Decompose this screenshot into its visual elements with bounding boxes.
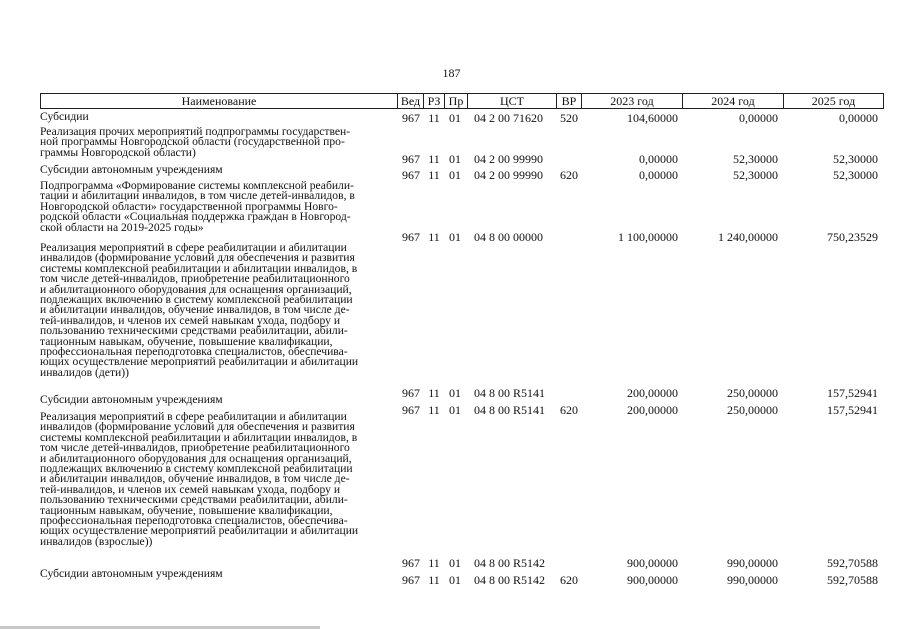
row-name-line: том числе детей-инвалидов, приобретение реабилитационного [40, 441, 350, 455]
cell-y2023: 1 100,00000 [618, 230, 678, 244]
row-name [40, 395, 223, 405]
cell-y2023: 104,60000 [627, 111, 678, 125]
cell-rz: 11 [428, 152, 440, 166]
row-name-line: системы комплексной реабилитации и абилитации инвалидов, в [40, 261, 358, 275]
cell-cst: 04 2 00 99990 [474, 168, 543, 182]
row-name-line: Субсидии автономным учреждениям [40, 163, 223, 176]
row-name-line: Реализация мероприятий в сфере реабилитации и абилитации [40, 410, 347, 423]
row-name-line: ной программы Новгородской области (государственной про- [40, 135, 345, 149]
cell-y2025: 592,70588 [827, 573, 878, 587]
cell-pr: 01 [449, 152, 461, 166]
cell-y2024: 52,30000 [733, 152, 778, 166]
row-name [40, 569, 223, 579]
cell-y2025: 157,52941 [827, 403, 878, 417]
cell-rz: 11 [428, 403, 440, 417]
cell-pr: 01 [449, 168, 461, 182]
cell-y2024: 250,00000 [727, 403, 778, 417]
row-name-line: тационным навыкам, обучение, повышение квалификации, [40, 503, 333, 517]
cell-pr: 01 [449, 556, 461, 570]
row-name-line: пользованию техническими средствами реабилитации, абили- [40, 324, 348, 338]
row-name-line: Подпрограмма «Формирование системы комплексной реабили- [40, 179, 354, 192]
row-name-line: Субсидии автономным учреждениям [40, 567, 223, 580]
cell-pr: 01 [449, 111, 461, 125]
cell-ved: 967 [402, 111, 420, 125]
cell-rz: 11 [428, 111, 440, 125]
row-name-line: и абилитации инвалидов, обучение инвалидов, в том числе де- [40, 472, 350, 486]
cell-rz: 11 [428, 573, 440, 587]
row-name-line: и абилитации инвалидов, обучение инвалидов, в том числе де- [40, 303, 350, 317]
row-name-line: ющих осуществление мероприятий реабилитации и абилитации [40, 355, 359, 369]
row-name-line: подлежащих включению в систему комплексной реабилитации [40, 462, 353, 476]
cell-ved: 967 [402, 556, 420, 570]
row-name [40, 165, 223, 175]
cell-y2024: 250,00000 [727, 386, 778, 400]
cell-cst: 04 8 00 R5142 [474, 556, 546, 570]
cell-y2024: 1 240,00000 [718, 230, 778, 244]
cell-pr: 01 [449, 230, 461, 244]
header-vr: ВР [556, 93, 582, 109]
cell-ved: 967 [402, 168, 420, 182]
row-name-line: родской области «Социальная поддержка граждан в Новгород- [40, 210, 351, 224]
row-name-line: ющих осуществление мероприятий реабилитации и абилитации [40, 524, 359, 538]
header-2025: 2025 год [783, 93, 884, 109]
cell-cst: 04 8 00 R5141 [474, 386, 546, 400]
cell-y2024: 990,00000 [727, 556, 778, 570]
cell-y2023: 200,00000 [627, 386, 678, 400]
cell-y2023: 0,00000 [639, 168, 678, 182]
header-pr: Пр [444, 93, 468, 109]
row-name-line: тационным навыкам, обучение, повышение квалификации, [40, 334, 333, 348]
row-name-line: инвалидов (дети)) [40, 365, 129, 379]
row-name [40, 112, 89, 122]
row-name-line: пользованию техническими средствами реабилитации, абили- [40, 493, 348, 507]
cell-cst: 04 2 00 99990 [474, 152, 543, 166]
cell-y2024: 990,00000 [727, 573, 778, 587]
row-name-line: тей-инвалидов, и членов их семей навыкам ухода, подбору и [40, 313, 341, 327]
cell-pr: 01 [449, 573, 461, 587]
row-name [40, 412, 358, 547]
cell-y2025: 52,30000 [833, 152, 878, 166]
cell-rz: 11 [428, 386, 440, 400]
cell-vr: 620 [560, 573, 578, 587]
cell-rz: 11 [428, 168, 440, 182]
cell-vr: 520 [560, 111, 578, 125]
cell-y2023: 200,00000 [627, 403, 678, 417]
cell-ved: 967 [402, 403, 420, 417]
cell-vr: 620 [560, 403, 578, 417]
row-name-line: Субсидии [40, 110, 89, 123]
header-rz: РЗ [423, 93, 445, 109]
row-name-line: Реализация прочих мероприятий подпрограммы государствен- [40, 125, 351, 138]
header-name: Наименование [40, 93, 398, 109]
cell-cst: 04 8 00 00000 [474, 230, 543, 244]
scan-edge [0, 626, 320, 629]
row-name-line: ской области на 2019-2025 годы» [40, 220, 204, 234]
row-name-line: инвалидов (формирование условий для обеспечения и развития [40, 420, 355, 434]
row-name-line: системы комплексной реабилитации и абилитации инвалидов, в [40, 430, 358, 444]
cell-ved: 967 [402, 386, 420, 400]
row-name-line: и абилитационного оборудования для оснащения организаций, [40, 282, 352, 296]
cell-y2023: 900,00000 [627, 556, 678, 570]
cell-y2023: 900,00000 [627, 573, 678, 587]
cell-y2023: 0,00000 [639, 152, 678, 166]
row-name-line: профессиональная переподготовка специалистов, обеспечива- [40, 514, 348, 528]
row-name-line: подлежащих включению в систему комплексной реабилитации [40, 293, 353, 307]
header-rule [40, 108, 884, 109]
cell-ved: 967 [402, 152, 420, 166]
cell-rz: 11 [428, 556, 440, 570]
row-name-line: Новгородской области» государственной программы Новго- [40, 199, 338, 213]
cell-ved: 967 [402, 573, 420, 587]
row-name-line: граммы Новгородской области) [40, 145, 196, 159]
cell-y2025: 157,52941 [827, 386, 878, 400]
header-ved: Вед [397, 93, 424, 109]
row-name-line: том числе детей-инвалидов, приобретение реабилитационного [40, 272, 350, 286]
cell-pr: 01 [449, 386, 461, 400]
row-name-line: и абилитационного оборудования для оснащения организаций, [40, 451, 352, 465]
cell-cst: 04 8 00 R5141 [474, 403, 546, 417]
header-2023: 2023 год [581, 93, 683, 109]
row-name-line: тей-инвалидов, и членов их семей навыкам ухода, подбору и [40, 482, 341, 496]
row-name [40, 127, 350, 158]
row-name [40, 243, 358, 378]
row-name-line: Реализация мероприятий в сфере реабилитации и абилитации [40, 241, 347, 254]
row-name-line: инвалидов (взрослые)) [40, 534, 153, 548]
cell-cst: 04 8 00 R5142 [474, 573, 546, 587]
cell-vr: 620 [560, 168, 578, 182]
cell-y2025: 0,00000 [839, 111, 878, 125]
cell-y2025: 52,30000 [833, 168, 878, 182]
cell-y2024: 52,30000 [733, 168, 778, 182]
header-cst: ЦСТ [467, 93, 557, 109]
cell-cst: 04 2 00 71620 [474, 111, 543, 125]
cell-y2025: 592,70588 [827, 556, 878, 570]
cell-pr: 01 [449, 403, 461, 417]
row-name-line: профессиональная переподготовка специалистов, обеспечива- [40, 345, 348, 359]
row-name-line: инвалидов (формирование условий для обеспечения и развития [40, 251, 355, 265]
row-name-line: Субсидии автономным учреждениям [40, 393, 223, 406]
cell-ved: 967 [402, 230, 420, 244]
cell-rz: 11 [428, 230, 440, 244]
header-2024: 2024 год [682, 93, 784, 109]
row-name [40, 181, 355, 233]
row-name-line: тации и абилитации инвалидов, в том числе детей-инвалидов, в [40, 189, 355, 203]
cell-y2025: 750,23529 [827, 230, 878, 244]
page-number: 187 [442, 66, 461, 80]
cell-y2024: 0,00000 [739, 111, 778, 125]
